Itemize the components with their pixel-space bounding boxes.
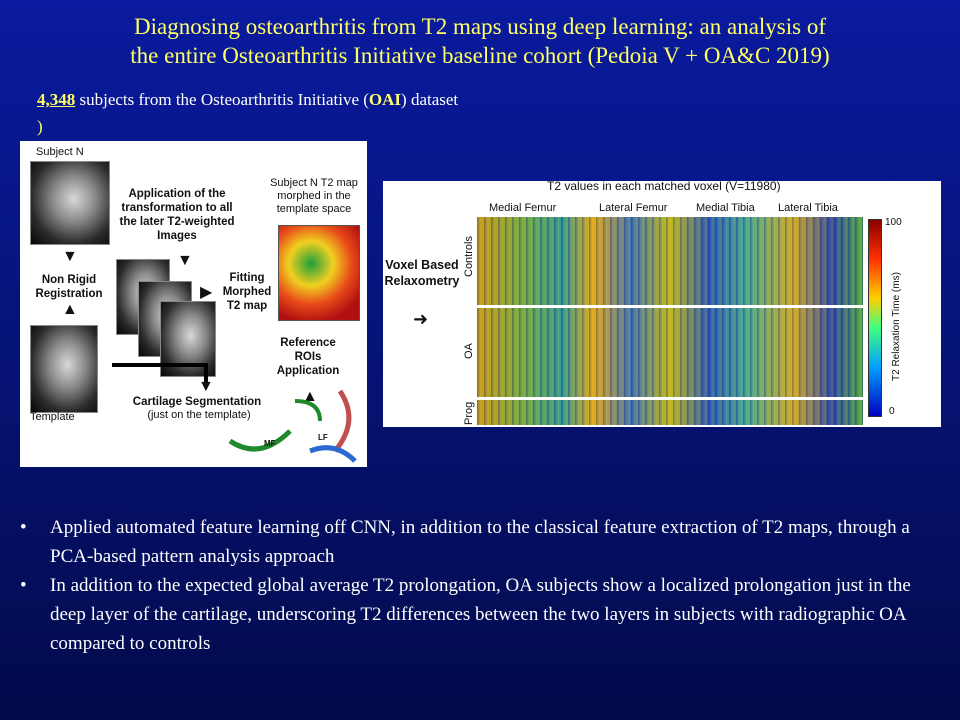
subjects-text-b: ) dataset xyxy=(401,90,459,109)
reference-label: Reference ROIs Application xyxy=(276,337,340,377)
title-line-2: the entire Osteoarthritis Initiative baseline cohort (Pedoia V + OA&C 2019) xyxy=(130,43,830,68)
fitting-label: Fitting Morphed T2 map xyxy=(222,272,272,312)
cartilage-rois-graphic xyxy=(220,381,360,465)
region-label: Lateral Tibia xyxy=(778,202,838,214)
colorbar xyxy=(868,219,882,417)
template-mri-image xyxy=(30,325,98,413)
segmentation-arrow-line xyxy=(112,363,208,367)
t2-colormap-image xyxy=(278,225,360,321)
template-label: Template xyxy=(30,411,75,423)
trailing-paren: ) xyxy=(37,117,43,136)
heatmap-title: T2 values in each matched voxel (V=11980) xyxy=(547,179,781,193)
subject-count: 4,348 xyxy=(37,90,76,109)
workflow-figure xyxy=(20,141,367,467)
t2-heatmap xyxy=(477,217,863,425)
region-label: Medial Tibia xyxy=(696,202,755,214)
arrow-down-icon: ▼ xyxy=(198,378,214,395)
arrow-right-icon: ➜ xyxy=(413,309,429,329)
application-label: Application of the transformation to all the later T2-weighted Images xyxy=(119,188,235,242)
lf-label: LF xyxy=(318,433,328,442)
slide-title xyxy=(40,12,920,70)
heatmap-separator xyxy=(477,397,863,400)
row-label-prog: Prog xyxy=(463,401,475,425)
colorbar-label: T2 Relaxation Time (ms) xyxy=(891,272,902,381)
arrow-down-icon: ▼ xyxy=(177,252,193,269)
arrow-right-icon: ▶ xyxy=(200,284,213,301)
region-label: Medial Femur xyxy=(489,202,557,214)
arrow-down-icon: ▼ xyxy=(62,248,78,265)
heatmap-figure xyxy=(383,181,941,427)
mf-label: MF xyxy=(264,439,276,448)
row-label-controls: Controls xyxy=(463,236,475,277)
subjects-line xyxy=(37,90,458,110)
row-label-oa: OA xyxy=(463,343,475,359)
cartilage-sub-label: (just on the template) xyxy=(147,409,251,421)
bullet-item: • Applied automated feature learning off CNN, in addition to the classical feature extraction of T2 maps, through a PCA-based pattern analysis approach xyxy=(20,513,930,571)
bullet-item: • In addition to the expected global average T2 prolongation, OA subjects show a localized prolongation just in the deep layer of the cartilage, underscoring T2 differences between the two layers in subjects with radiographic OA compared to controls xyxy=(20,571,930,658)
subject-n-label: Subject N xyxy=(36,146,84,158)
subjects-text-a: subjects from the Osteoarthritis Initiative ( xyxy=(75,90,369,109)
arrow-up-icon: ▲ xyxy=(62,301,78,318)
heatmap-separator xyxy=(477,305,863,308)
colorbar-max: 100 xyxy=(885,217,902,228)
region-label: Lateral Femur xyxy=(599,202,668,214)
subject-mri-image xyxy=(30,161,110,245)
subject-map-label: Subject N T2 map morphed in the template space xyxy=(270,177,358,215)
non-rigid-label: Non Rigid Registration xyxy=(35,274,103,300)
cartilage-label: Cartilage Segmentation xyxy=(132,396,262,408)
title-line-1: Diagnosing osteoarthritis from T2 maps using deep learning: an analysis of xyxy=(134,14,826,39)
bullet-list xyxy=(20,513,930,658)
oai-abbrev: OAI xyxy=(368,90,402,109)
colorbar-min: 0 xyxy=(889,406,895,417)
arrow-up-icon: ▲ xyxy=(302,388,318,405)
voxel-based-label: Voxel Based Relaxometry xyxy=(384,258,460,288)
